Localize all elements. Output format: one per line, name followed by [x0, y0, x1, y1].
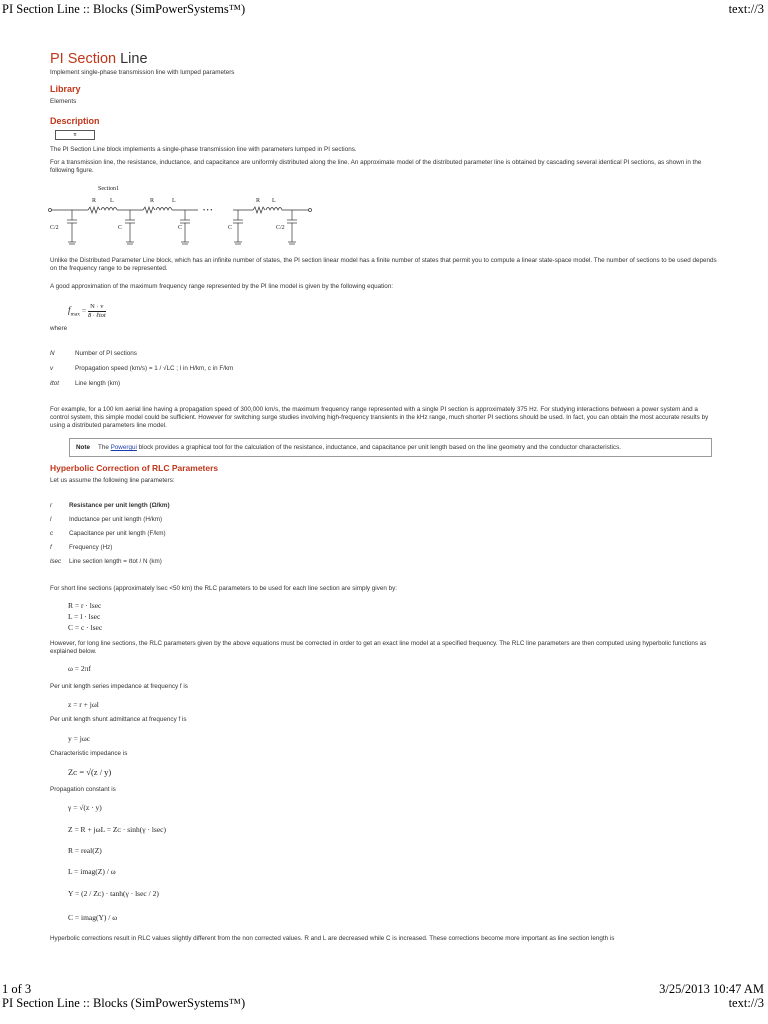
- fig-l-label-3: L: [272, 198, 276, 204]
- print-footer-page: 1 of 3: [2, 982, 32, 996]
- equation-r-real: R = real(Z): [68, 846, 102, 855]
- def2-sym-1: l: [50, 516, 52, 523]
- equation-c: C = c · lsec: [68, 623, 103, 632]
- hyperbolic-para-6: Characteristic impedance is: [50, 750, 128, 757]
- equation-c-imag: C = imag(Y) / ω: [68, 913, 118, 922]
- fig-c-label-3: C: [228, 225, 233, 231]
- fig-r-label-3: R: [256, 198, 261, 204]
- block-icon-label: π: [73, 132, 77, 138]
- def2-text-4: Line section length = ℓtot / N (km): [69, 558, 162, 565]
- equation-r: R = r · lsec: [68, 601, 102, 610]
- def2-sym-2: c: [50, 530, 54, 537]
- block-icon: [55, 130, 95, 140]
- equation-zc: Zᴄ = √(z / y): [68, 767, 112, 777]
- def1-sym-1: v: [50, 365, 54, 372]
- description-para-1: The PI Section Line block implements a single-phase transmission line with parameters lumped in PI sections.: [50, 146, 357, 153]
- description-heading: Description: [50, 116, 100, 126]
- page-title-first: PI Section: [50, 51, 117, 67]
- fig-c-half-left: C/2: [50, 225, 59, 231]
- equation-big-z: Z = R + jωL = Zᴄ · sinh(γ · lsec): [68, 825, 166, 834]
- def2-sym-3: f: [50, 544, 52, 551]
- def1-text-2: Line length (km): [75, 380, 121, 387]
- def1-sym-2: ℓtot: [50, 380, 60, 387]
- fig-r-label-2: R: [150, 198, 155, 204]
- equation-l-imag: L = imag(Z) / ω: [68, 867, 116, 876]
- def2-sym-4: lsec: [50, 558, 62, 565]
- note-label: Note: [76, 444, 90, 451]
- equation-z: z = r + jωl: [68, 700, 99, 709]
- eq-fmax-num: N · v: [88, 303, 106, 312]
- powergui-link[interactable]: Powergui: [110, 444, 137, 451]
- description-para-5: For example, for a 100 km aerial line having a propagation speed of 300,000 km/s, the maximum frequency range represented with a single PI section is approximately 375 Hz. For studying interactions between a power system and a control system, this simple model could be sufficient. However for switching surge studies involving high-frequency transients in the kHz range, much shorter PI sections should be used. In fact, you can obtain the most accurate results by using a distributed parameters line model.: [50, 406, 709, 429]
- page-subtitle: Implement single-phase transmission line with lumped parameters: [50, 69, 235, 76]
- page-title-rest: Line: [116, 51, 148, 67]
- hyperbolic-heading: Hyperbolic Correction of RLC Parameters: [50, 463, 219, 473]
- hyperbolic-para-1: Let us assume the following line parameters:: [50, 477, 175, 484]
- fig-c-half-right: C/2: [276, 225, 285, 231]
- print-header-title: PI Section Line :: Blocks (SimPowerSystems™): [2, 2, 246, 16]
- fig-section-label: Section1: [98, 186, 119, 192]
- pi-section-figure: [48, 182, 328, 260]
- hyperbolic-para-7: Propagation constant is: [50, 786, 116, 793]
- print-footer-timestamp: 3/25/2013 10:47 AM: [659, 982, 764, 996]
- page-title: [50, 51, 148, 67]
- library-heading: Library: [50, 84, 81, 94]
- equation-big-y: Y = (2 / Zᴄ) · tanh(γ · lsec / 2): [68, 889, 159, 898]
- print-header-title-2: PI Section Line :: Blocks (SimPowerSystems™): [2, 996, 246, 1010]
- equation-y: y = jωc: [68, 734, 91, 743]
- def1-text-0: Number of PI sections: [75, 350, 137, 357]
- description-para-4: A good approximation of the maximum frequency range represented by the PI line model is given by the following equation:: [50, 283, 394, 290]
- hyperbolic-para-8: Hyperbolic corrections result in RLC values slightly different from the non corrected values. R and L are decreased while C is increased. These corrections become more important as line section length is: [50, 935, 615, 942]
- eq-fmax-lhs: f: [68, 305, 71, 316]
- fig-l-label-2: L: [172, 198, 176, 204]
- hyperbolic-para-3: However, for long line sections, the RLC parameters given by the above equations must be corrected in order to get an exact line model at a specified frequency. The RLC line parameters are then computed using hyperbolic functions as explained below.: [50, 640, 707, 655]
- equation-omega: ω = 2πf: [68, 664, 91, 673]
- def2-sym-0: r: [50, 502, 53, 509]
- description-para-2: For a transmission line, the resistance, inductance, and capacitance are uniformly distributed along the line. An approximate model of the distributed parameter line is obtained by cascading several identical PI sections, as shown in the following figure.: [50, 159, 702, 174]
- def2-text-2: Capacitance per unit length (F/km): [69, 530, 166, 537]
- def1-sym-0: N: [50, 350, 55, 357]
- print-header-url: text://3: [728, 2, 764, 16]
- equation-fmax: $f_{max}$ = N · v 8 · ℓtot: [68, 303, 106, 319]
- fig-l-label-1: L: [110, 198, 114, 204]
- def2-text-0: Resistance per unit length (Ω/km): [69, 502, 170, 509]
- note-post: block provides a graphical tool for the calculation of the resistance, inductance, and capacitance per unit length based on the line geometry and the conductor characteristics.: [138, 444, 621, 451]
- library-value: Elements: [50, 98, 77, 105]
- fig-r-label-1: R: [92, 198, 97, 204]
- fig-c-label-1: C: [118, 225, 123, 231]
- note-pre: The: [98, 444, 109, 451]
- def2-text-3: Frequency (Hz): [69, 544, 113, 551]
- hyperbolic-para-5: Per unit length shunt admittance at frequency f is: [50, 716, 187, 723]
- equation-l: L = l · lsec: [68, 612, 101, 621]
- def1-text-1: Propagation speed (km/s) = 1 / √LC ; l in H/km, c in F/km: [75, 365, 234, 372]
- fig-dots: • • •: [203, 208, 213, 214]
- eq-fmax-den: 8 · ℓtot: [87, 312, 106, 319]
- eq-fmax-sub: max: [70, 311, 80, 318]
- print-header-url-2: text://3: [728, 996, 764, 1010]
- hyperbolic-para-4: Per unit length series impedance at frequency f is: [50, 683, 188, 690]
- note-box: [69, 438, 712, 457]
- fig-c-label-2: C: [178, 225, 183, 231]
- def2-text-1: Inductance per unit length (H/km): [69, 516, 163, 523]
- equation-gamma: γ = √(z · y): [68, 803, 102, 812]
- where-label: where: [50, 325, 68, 332]
- hyperbolic-para-2: For short line sections (approximately lsec <50 km) the RLC parameters to be used for each line section are simply given by:: [50, 585, 398, 592]
- description-para-3: Unlike the Distributed Parameter Line block, which has an infinite number of states, the PI section linear model has a finite number of states that permit you to compute a linear state-space model. The number of sections to be used depends on the frequency range to be represented.: [50, 257, 717, 272]
